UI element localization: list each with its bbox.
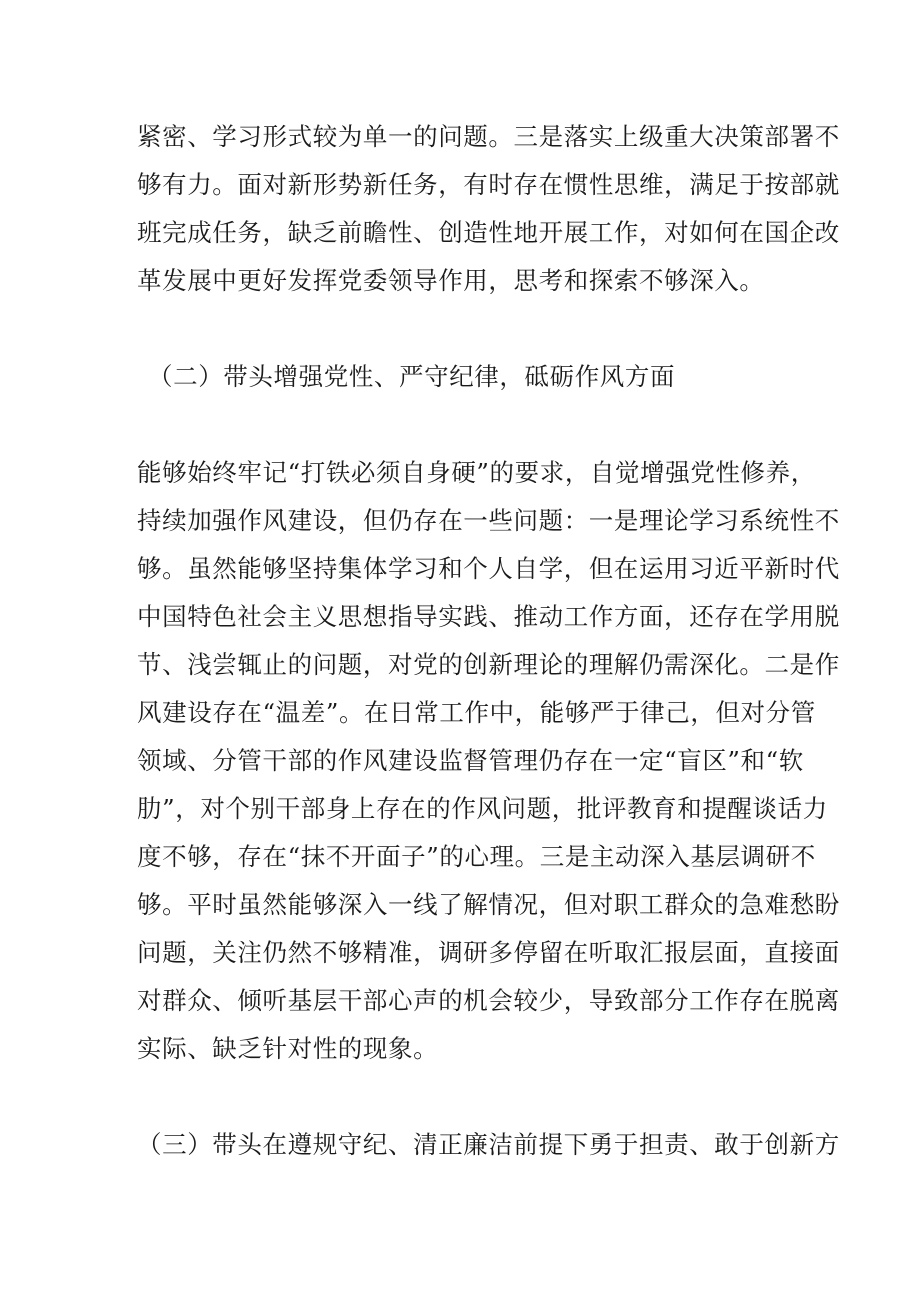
paragraph-2-line-7: 领域、分管干部的作风建设监督管理仍存在一定“盲区”和“软 — [137, 746, 804, 775]
paragraph-2-line-9: 度不够，存在“抹不开面子”的心理。三是主动深入基层调研不 — [137, 842, 816, 871]
paragraph-2-line-3: 够。虽然能够坚持集体学习和个人自学，但在运用习近平新时代 — [137, 554, 840, 583]
paragraph-2-line-6: 风建设存在“温差”。在日常工作中，能够严于律己，但对分管 — [137, 698, 816, 727]
paragraph-2-line-5: 节、浅尝辄止的问题，对党的创新理论的理解仍需深化。二是作 — [137, 650, 840, 679]
paragraph-2-line-13: 实际、缺乏针对性的现象。 — [137, 1034, 439, 1063]
paragraph-2-line-4: 中国特色社会主义思想指导实践、推动工作方面，还存在学用脱 — [137, 602, 840, 631]
paragraph-2-line-8: 肋”，对个别干部身上存在的作风问题，批评教育和提醒谈话力 — [137, 794, 828, 823]
paragraph-2-line-1: 能够始终牢记“打铁必须自身硬”的要求，自觉增强党性修养， — [137, 458, 816, 487]
section-heading-3: （三）带头在遵规守纪、清正廉洁前提下勇于担责、敢于创新方 — [137, 1130, 840, 1159]
paragraph-2-line-11: 问题，关注仍然不够精准，调研多停留在听取汇报层面，直接面 — [137, 938, 840, 967]
paragraph-1-line-3: 班完成任务，缺乏前瞻性、创造性地开展工作，对如何在国企改 — [137, 218, 840, 247]
paragraph-2-line-12: 对群众、倾听基层干部心声的机会较少，导致部分工作存在脱离 — [137, 986, 840, 1015]
section-heading-2: （二）带头增强党性、严守纪律，砥砺作风方面 — [148, 362, 676, 391]
paragraph-2-line-2: 持续加强作风建设，但仍存在一些问题：一是理论学习系统性不 — [137, 506, 840, 535]
paragraph-1-line-2: 够有力。面对新形势新任务，有时存在惯性思维，满足于按部就 — [137, 170, 840, 199]
paragraph-1-line-1: 紧密、学习形式较为单一的问题。三是落实上级重大决策部署不 — [137, 122, 840, 151]
paragraph-2-line-10: 够。平时虽然能够深入一线了解情况，但对职工群众的急难愁盼 — [137, 890, 840, 919]
paragraph-1-line-4: 革发展中更好发挥党委领导作用，思考和探索不够深入。 — [137, 266, 765, 295]
